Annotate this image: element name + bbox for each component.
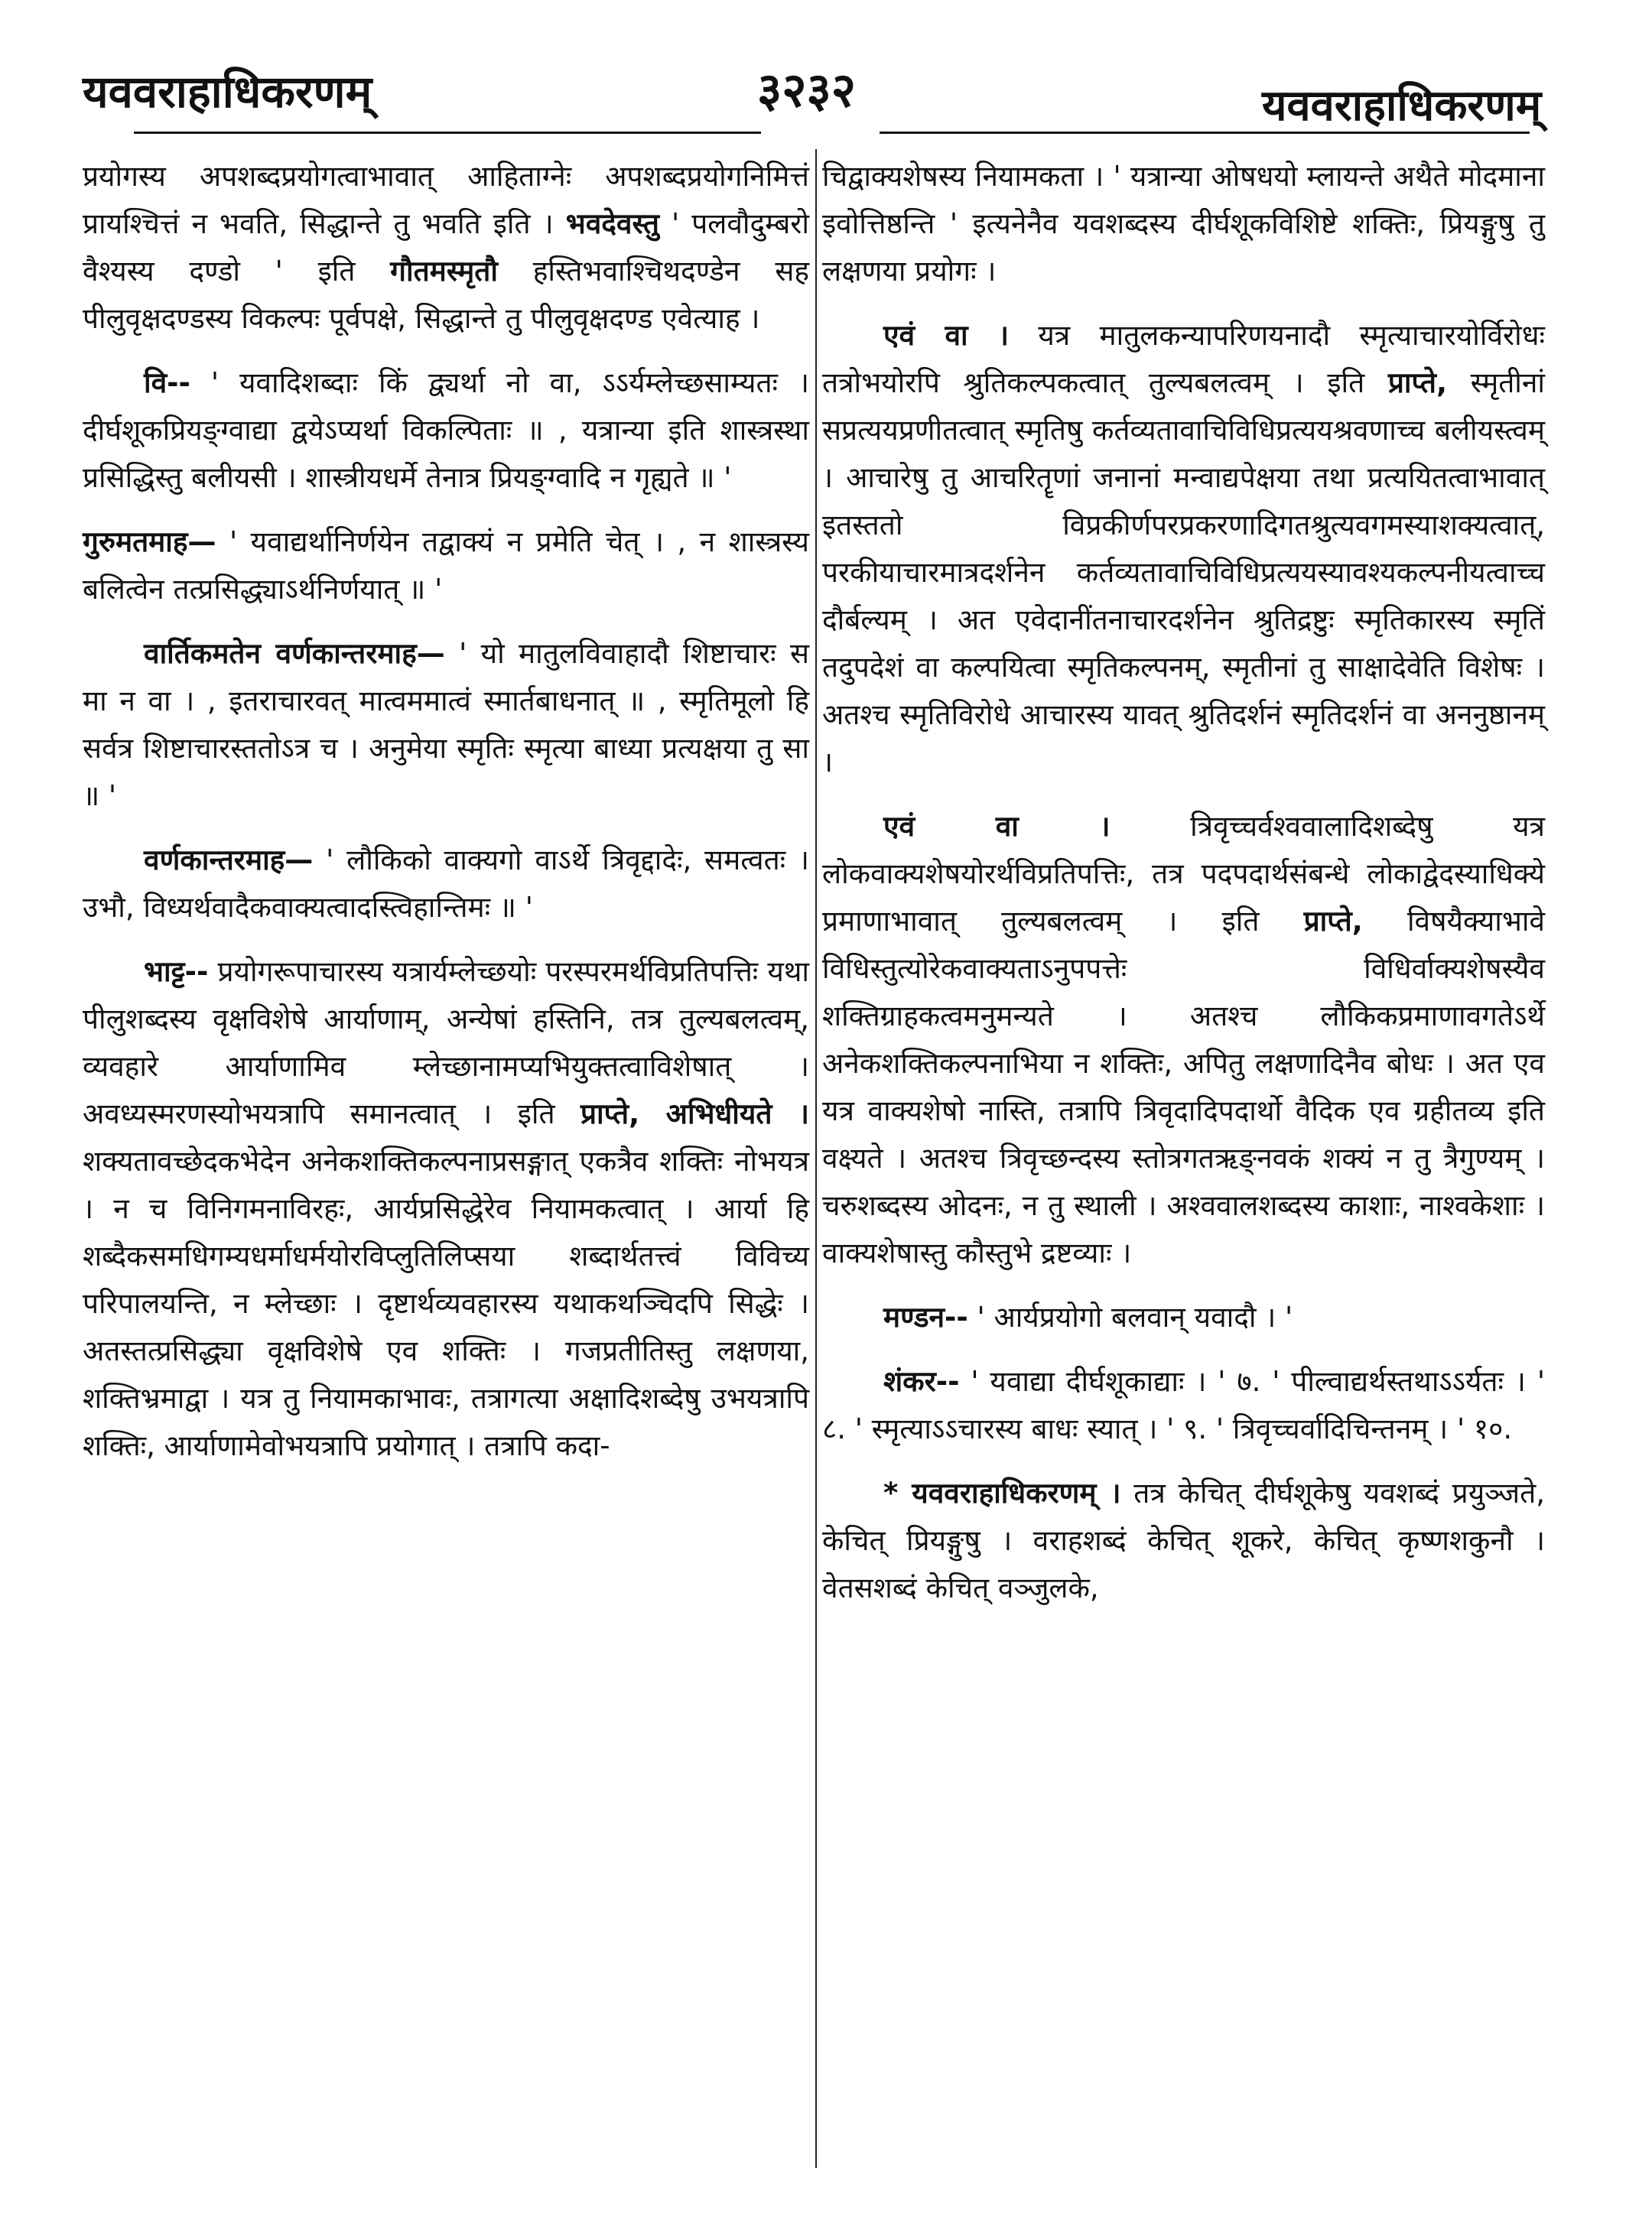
left-column [83, 153, 809, 1487]
section-lead: वि-- [144, 366, 190, 399]
header-rule-left [134, 132, 761, 134]
paragraph-text: शक्यतावच्छेदकभेदेन अनेकशक्तिकल्पनाप्रसङ्गात् एकत्रैव शक्तिः नोभयत्र । न च विनिगमनाविरहः, आर्यप्रसिद्धेरेव नियामकत्वात् । आर्या हि शब्दैकसमधिगम्यधर्माधर्मयोरविप्लुतिलिप्सया शब्दार्थतत्त्वं विविच्य परिपालयन्ति, न म्लेच्छाः । दृष्टार्थव्यवहारस्य यथाकथञ्चिदपि सिद्धेः । अतस्तत्प्रसिद्ध्या वृक्षविशेषे एव शक्तिः । गजप्रतीतिस्तु लक्षणया, शक्तिभ्रमाद्वा । यत्र तु नियामकाभावः, तत्रागत्या अक्षादिशब्देषु उभयत्रापि शक्तिः, आर्याणामेवोभयत्रापि प्रयोगात् । तत्रापि कदा- [83, 1145, 809, 1462]
paragraph-text: स्मृतीनां सप्रत्ययप्रणीतत्वात् स्मृतिषु कर्तव्यतावाचिविधिप्रत्ययश्रवणाच्च बलीयस्त्वम् । आचारेषु तु आचरितॄणां जनानां मन्वाद्यपेक्षया तथा प्रत्ययितत्वाभावात् इतस्ततो विप्रकीर्णपरप्रकरणादिगतश्रुत्यवगमस्याशक्यत्वात्, परकीयाचारमात्रदर्शनेन कर्तव्यतावाचिविधिप्रत्ययस्यावश्यकल्पनीयत्वाच्च दौर्बल्यम् । अत एवेदानींतनाचारदर्शनेन श्रुतिद्रष्टुः स्मृतिकारस्य स्मृतिं तदुपदेशं वा कल्पयित्वा स्मृतिकल्पनम्, स्मृतीनां तु साक्षादेवेति विशेषः । अतश्च स्मृतिविरोधे आचारस्य यावत् श्रुतिदर्शनं स्मृतिदर्शनं वा अननुष्ठानम् । [822, 366, 1545, 778]
paragraph-text: विषयैक्याभावे विधिस्तुत्योरेकवाक्यताऽनुपपत्तेः विधिर्वाक्यशेषस्यैव शक्तिग्राहकत्वमनुमन्यते । अतश्च लौकिकप्रमाणावगतेऽर्थे अनेकशक्तिकल्पनाभिया न शक्तिः, अपितु लक्षणादिनैव बोधः । अत एव यत्र वाक्यशेषो नास्ति, तत्रापि त्रिवृदादिपदार्थो वैदिक एव ग्रहीतव्य इति वक्ष्यते । अतश्च त्रिवृच्छन्दस्य स्तोत्रगतऋङ्नवकं शक्यं न तु त्रैगुण्यम् । चरुशब्दस्य ओदनः, न तु स्थाली । अश्ववालशब्दस्य काशाः, नाश्वकेशाः । वाक्यशेषास्तु कौस्तुभे द्रष्टव्याः । [822, 905, 1545, 1269]
bold-term: प्राप्ते, अभिधीयते । [580, 1097, 809, 1130]
bold-term: प्राप्ते, [1387, 366, 1448, 399]
paragraph [822, 1358, 1545, 1453]
paragraph-text: त्रिवृच्चर्वश्ववालादिशब्देषु यत्र लोकवाक्यशेषयोरर्थविप्रतिपत्तिः, तत्र पदपदार्थसंबन्धे लोकाद्वेदस्याधिक्ये प्रमाणाभावात् तुल्यबलत्वम् । इति [822, 810, 1545, 938]
section-lead: वर्णकान्तरमाह— [144, 843, 314, 876]
page-header [0, 0, 1652, 130]
paragraph [822, 312, 1545, 786]
paragraph-text: ' लौकिको वाक्यगो वाऽर्थे त्रिवृद्दादेः, समत्वतः । उभौ, विध्यर्थवादैकवाक्यत्वादस्त्विहान्तिमः ॥ ' [83, 843, 809, 924]
paragraph-text: तत्र केचित् दीर्घशूकेषु यवशब्दं प्रयुञ्जते, केचित् प्रियङ्गुषु । वराहशब्दं केचित् शूकरे, केचित् कृष्णशकुनौ । वेतसशब्दं केचित् वञ्जुलके, [822, 1477, 1545, 1604]
column-divider [815, 149, 817, 2168]
header-rule-right [880, 132, 1530, 134]
bold-term: गौतमस्मृतौ [390, 255, 498, 288]
paragraph-text: प्रयोगस्य अपशब्दप्रयोगत्वाभावात् आहिताग्नेः अपशब्दप्रयोगनिमित्तं प्रायश्चित्तं न भवति, सिद्धान्ते तु भवति इति । [83, 160, 809, 240]
running-title-left: यववराहाधिकरणम् [83, 66, 372, 118]
paragraph [822, 803, 1545, 1277]
paragraph [822, 153, 1545, 295]
paragraph [83, 359, 809, 502]
paragraph-text: ' आर्यप्रयोगो बलवान् यवादौ । ' [967, 1301, 1293, 1334]
paragraph-text: ' यवादिशब्दाः किं द्व्यर्था नो वा, ऽऽर्यम्लेच्छसाम्यतः । दीर्घशूकप्रियङ्ग्वाद्या द्वयेऽप्यर्था विकल्पिताः ॥ , यत्रान्या इति शास्त्रस्था प्रसिद्धिस्तु बलीयसी । शास्त्रीयधर्मे तेनात्र प्रियङ्ग्वादि न गृह्यते ॥ ' [83, 366, 809, 494]
paragraph-text: ' यो मातुलविवाहादौ शिष्टाचारः स मा न वा । , इतराचारवत् मात्वममात्वं स्मार्तबाधनात् ॥ , स्मृतिमूलो हि सर्वत्र शिष्टाचारस्ततोऽत्र च । अनुमेया स्मृतिः स्मृत्या बाध्या प्रत्यक्षया तु सा ॥ ' [83, 637, 809, 812]
section-lead: शंकर-- [883, 1365, 960, 1398]
paragraph [822, 1470, 1545, 1612]
paragraph-text: ' पलवौदुम्बरो वैश्यस्य दण्डो ' इति [83, 207, 809, 288]
paragraph [83, 518, 809, 613]
bold-term: भवदेवस्तु [565, 207, 659, 240]
section-lead: गुरुमतमाह— [83, 525, 216, 558]
paragraph [83, 630, 809, 820]
paragraph-text: यत्र मातुलकन्यापरिणयनादौ स्मृत्याचारयोर्विरोधः तत्रोभयोरपि श्रुतिकल्पकत्वात् तुल्यबलत्वम् । इति [822, 319, 1545, 399]
section-lead: वार्तिकमतेन वर्णकान्तरमाह— [144, 637, 445, 670]
paragraph-text: चिद्वाक्यशेषस्य नियामकता । ' यत्रान्या ओषधयो म्लायन्ते अथैते मोदमाना इवोत्तिष्ठन्ति ' इत्यनेनैव यवशब्दस्य दीर्घशूकविशिष्टे शक्तिः, प्रियङ्गुषु तु लक्षणया प्रयोगः । [822, 160, 1545, 288]
section-lead: एवं वा । [883, 810, 1111, 843]
paragraph-text: ' यवाद्यर्थानिर्णयेन तद्वाक्यं न प्रमेति चेत् । , न शास्त्रस्य बलित्वेन तत्प्रसिद्ध्याऽर्थनिर्णयात् ॥ ' [83, 525, 809, 606]
bold-term: प्राप्ते, [1303, 905, 1363, 938]
section-lead: मण्डन-- [883, 1301, 968, 1334]
page-number: ३२३२ [757, 62, 856, 118]
paragraph [83, 948, 809, 1470]
right-column [822, 153, 1545, 1629]
paragraph [822, 1294, 1545, 1341]
paragraph-text: हस्तिभवाश्चिथदण्डेन सह पीलुवृक्षदण्डस्य विकल्पः पूर्वपक्षे, सिद्धान्ते तु पीलुवृक्षदण्ड एवेत्याह । [83, 255, 809, 335]
section-lead: * यववराहाधिकरणम् । [883, 1477, 1121, 1510]
paragraph [83, 153, 809, 343]
section-lead: भाट्ट-- [144, 955, 209, 988]
paragraph-text: प्रयोगरूपाचारस्य यत्रार्यम्लेच्छयोः परस्परमर्थविप्रतिपत्तिः यथा पीलुशब्दस्य वृक्षविशेषे आर्याणाम्, अन्येषां हस्तिनि, तत्र तुल्यबलत्वम्, व्यवहारे आर्याणामिव म्लेच्छानामप्यभियुक्तत्वाविशेषात् । अवध्यस्मरणस्योभयत्रापि समानत्वात् । इति [83, 955, 809, 1130]
paragraph [83, 837, 809, 931]
section-lead: एवं वा । [883, 319, 1010, 352]
paragraph-text: ' यवाद्या दीर्घशूकाद्याः । ' ७. ' पील्वाद्यर्थस्तथाऽऽर्यतः । ' ८. ' स्मृत्याऽऽचारस्य बाधः स्यात् । ' ९. ' त्रिवृच्चर्वादिचिन्तनम् । ' १०. [822, 1365, 1545, 1445]
running-title-right: यववराहाधिकरणम् [1262, 81, 1542, 131]
